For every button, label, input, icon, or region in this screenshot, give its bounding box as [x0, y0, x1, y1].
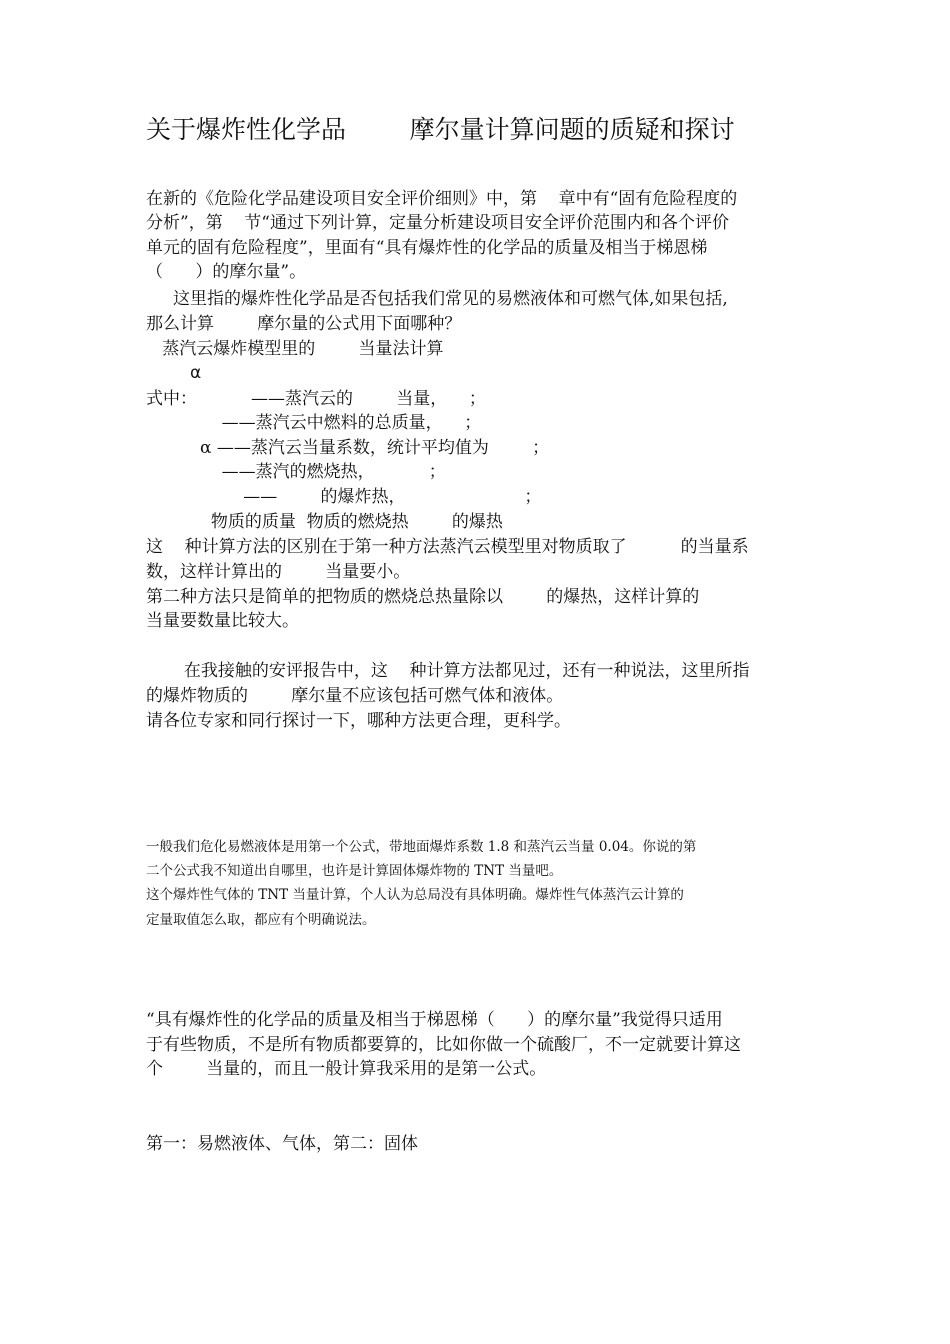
formula-legend-line: —— 的爆炸热， ； [146, 487, 542, 507]
text-line: 在我接触的安评报告中，这 种计算方法都见过，还有一种说法，这里所指 [146, 661, 750, 681]
text-line: 这个爆炸性气体的 TNT 当量计算，个人认为总局没有具体明确。爆炸性气体蒸汽云计算的 [146, 887, 684, 903]
text-line: 那么计算 摩尔量的公式用下面哪种？ [146, 314, 462, 334]
formula-legend-line: 物质的质量 物质的燃烧热 的爆热 [146, 512, 503, 532]
text-line: 个 当量的，而且一般计算我采用的是第一公式。 [146, 1059, 547, 1079]
formula-legend-line: 式中： ——蒸汽云的 当量， ； [146, 389, 486, 409]
text-line: 分析”，第 节“通过下列计算，定量分析建设项目安全评价范围内和各个评价 [146, 213, 729, 233]
text-line: 当量要数量比较大。 [146, 611, 299, 631]
formula-legend-line: ——蒸汽的燃烧热， ； [146, 462, 446, 482]
text-line: 数，这样计算出的 当量要小。 [146, 562, 411, 582]
text-line: 单元的固有危险程度”，里面有“具有爆炸性的化学品的质量及相当于梯恩梯 [146, 238, 708, 258]
formula-heading: 蒸汽云爆炸模型里的 当量法计算 [146, 339, 444, 359]
alpha-symbol: α [190, 363, 202, 383]
formula-legend-line: α ——蒸汽云当量系数，统计平均值为 ； [146, 438, 550, 458]
text-line: “具有爆炸性的化学品的质量及相当于梯恩梯（ ）的摩尔量”我觉得只适用 [146, 1010, 723, 1030]
text-line: （ ）的摩尔量”。 [146, 262, 307, 282]
text-line: 这里指的爆炸性化学品是否包括我们常见的易燃液体和可燃气体,如果包括, [146, 289, 728, 309]
formula-legend-line: ——蒸汽云中燃料的总质量， ； [146, 413, 482, 433]
reply-third: 第一：易燃液体、气体，第二：固体 [146, 1134, 418, 1154]
text-line: 于有些物质，不是所有物质都要算的，比如你做一个硫酸厂，不一定就要计算这 [146, 1035, 741, 1055]
text-line: 第二种方法只是简单的把物质的燃烧总热量除以 的爆热，这样计算的 [146, 587, 700, 607]
text-line: 定量取值怎么取，都应有个明确说法。 [146, 912, 376, 928]
text-line: 请各位专家和同行探讨一下，哪种方法更合理，更科学。 [146, 711, 571, 731]
text-line: 的爆炸物质的 摩尔量不应该包括可燃气体和液体。 [146, 686, 564, 706]
text-line: 二个公式我不知道出自哪里，也许是计算固体爆炸物的 TNT 当量吧。 [146, 863, 563, 879]
text-line: 在新的《危险化学品建设项目安全评价细则》中，第 章中有“固有危险程度的 [146, 189, 738, 209]
text-line: 一般我们危化易燃液体是用第一个公式，带地面爆炸系数 1.8 和蒸汽云当量 0.04。你说的第 [146, 839, 697, 855]
text-line: 这 种计算方法的区别在于第一种方法蒸汽云模型里对物质取了 的当量系 [146, 537, 749, 557]
document-title: 关于爆炸性化学品 摩尔量计算问题的质疑和探讨 [146, 115, 735, 144]
